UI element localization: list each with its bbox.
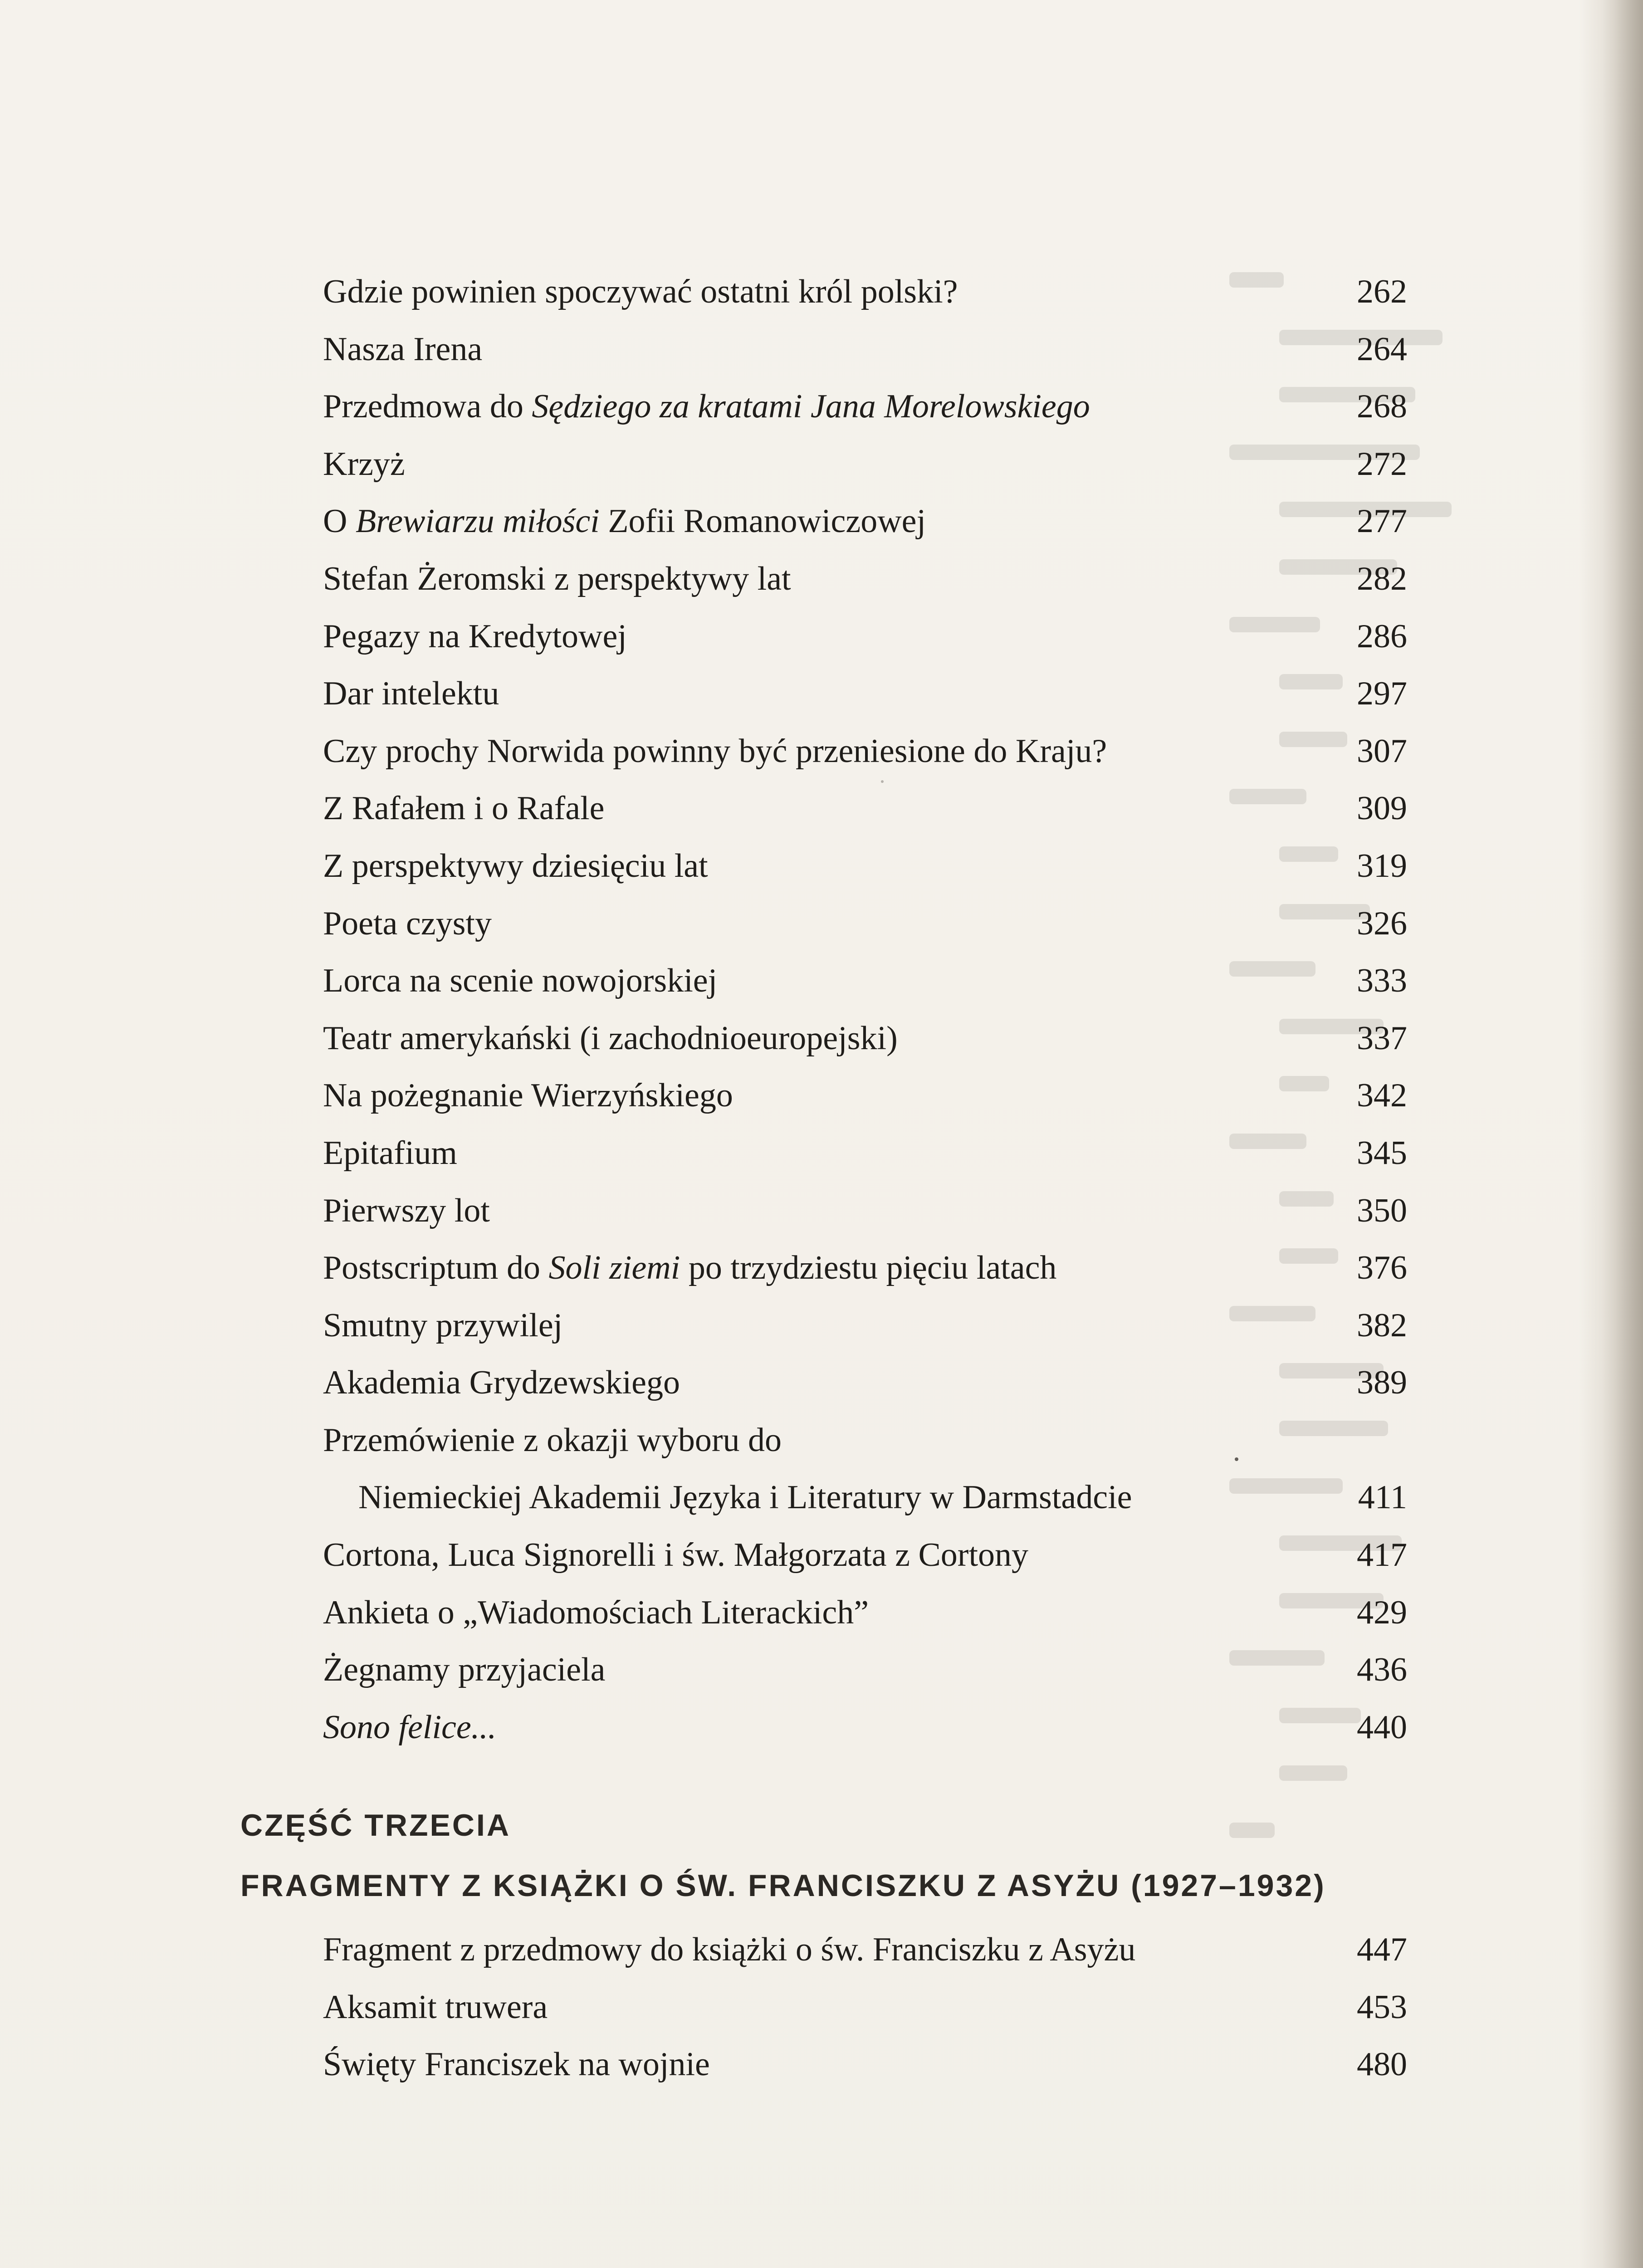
toc-entry-page-number: 389: [1357, 1364, 1407, 1402]
toc-entry-title: [323, 1067, 733, 1124]
toc-entry-title: [323, 1124, 457, 1182]
toc-entry-title: [323, 378, 1090, 435]
ink-speck: [881, 780, 884, 783]
toc-entry-page-number: 440: [1357, 1708, 1407, 1746]
toc-entry: [323, 723, 1407, 780]
toc-entry-title-text: Stefan Żeromski z perspektywy lat: [323, 560, 791, 597]
toc-entry-title-text: Gdzie powinien spoczywać ostatni król polski?: [323, 273, 958, 310]
toc-entry-title-text: Cortona, Luca Signorelli i św. Małgorzata z Cortony: [323, 1536, 1029, 1574]
toc-entry-page-number: 262: [1357, 273, 1407, 310]
toc-entry-title: [323, 1921, 1135, 1979]
toc-entry: [323, 1584, 1407, 1642]
toc-entry-title-text: Pierwszy lot: [323, 1192, 490, 1229]
toc-entry-title: [323, 1641, 606, 1699]
toc-entry: [323, 1412, 1407, 1469]
toc-entry-title-text: Poeta czysty: [323, 904, 492, 942]
toc-entry-page-number: 480: [1357, 2046, 1407, 2083]
toc-entry-title: [323, 895, 492, 953]
toc-entry-title-text: Aksamit truwera: [323, 1988, 548, 2026]
toc-entry-page-number: 319: [1357, 847, 1407, 885]
toc-entry: [323, 895, 1407, 953]
toc-entry-title: [323, 723, 1107, 780]
toc-entry: [323, 1297, 1407, 1354]
toc-entry-page-number: 417: [1357, 1536, 1407, 1574]
toc-entry-page-number: 342: [1357, 1077, 1407, 1114]
toc-list-part-three: [323, 1921, 1407, 2093]
toc-entry-title-text: Fragment z przedmowy do książki o św. Franciszku z Asyżu: [323, 1931, 1136, 1968]
toc-entry: [323, 550, 1407, 608]
toc-entry-title-text: Na pożegnanie Wierzyńskiego: [323, 1077, 733, 1114]
toc-entry-page-number: 436: [1357, 1651, 1407, 1689]
toc-entry: [323, 665, 1407, 723]
toc-entry-title-text: Akademia Grydzewskiego: [323, 1364, 680, 1402]
toc-entry-title: [323, 837, 708, 895]
page-edge-shadow: [1602, 0, 1643, 2268]
toc-entry-title: [323, 1584, 869, 1642]
toc-entry-page-number: 264: [1357, 330, 1407, 368]
toc-entry-page-number: 309: [1357, 790, 1407, 827]
show-through-line: [1279, 1765, 1347, 1781]
toc-entry: [323, 1124, 1407, 1182]
toc-entry-title-text: Teatr amerykański (i zachodnioeuropejski): [323, 1019, 898, 1057]
toc-entry-title-text: Zofii Romanowiczowej: [599, 503, 926, 540]
toc-entry-title-italic: Sono felice...: [323, 1708, 497, 1746]
toc-entry-title: [323, 1182, 490, 1240]
toc-entry-page-number: 376: [1357, 1249, 1407, 1287]
toc-entry-title-italic: Sędziego za kratami Jana Morelowskiego: [532, 388, 1090, 425]
toc-entry-title: [323, 435, 405, 493]
toc-entry-title-text: Przemówienie z okazji wyboru do: [323, 1421, 782, 1459]
toc-entry-title: [323, 1526, 1028, 1584]
toc-entry-page-number: 429: [1357, 1593, 1407, 1631]
toc-entry: [323, 435, 1407, 493]
toc-entry-title: [323, 1354, 680, 1412]
toc-entry: [323, 1182, 1407, 1240]
toc-entry-page-number: 297: [1357, 675, 1407, 713]
toc-entry-title: [323, 1010, 898, 1067]
toc-entry: [323, 1239, 1407, 1297]
toc-entry-page-number: 333: [1357, 962, 1407, 1000]
toc-entry-title-text: Ankieta o „Wiadomościach Literackich”: [323, 1593, 869, 1631]
toc-entry: [323, 1699, 1407, 1756]
toc-entry-title-italic: Soli ziemi: [548, 1249, 680, 1287]
toc-entry-title: [323, 321, 482, 378]
toc-entry-title-text: Dar intelektu: [323, 675, 499, 713]
toc-entry-page-number: 282: [1357, 560, 1407, 597]
toc-entry-page-number: 268: [1357, 388, 1407, 425]
toc-entry-title: [323, 493, 926, 550]
toc-entry: [323, 1067, 1407, 1124]
toc-entry-title-text: Lorca na scenie nowojorskiej: [323, 962, 718, 1000]
toc-entry-page-number: 337: [1357, 1019, 1407, 1057]
toc-entry-title: [323, 263, 958, 321]
toc-entry-title: [323, 1239, 1056, 1297]
toc-entry: [323, 263, 1407, 321]
toc-entry: [323, 321, 1407, 378]
toc-entry-title: [323, 1297, 562, 1354]
toc-entry-page-number: 286: [1357, 617, 1407, 655]
toc-entry-title: [323, 1979, 548, 2036]
toc-entry: [323, 952, 1407, 1010]
toc-entry-title-text: po trzydziestu pięciu latach: [680, 1249, 1057, 1287]
toc-entry-title-text: Smutny przywilej: [323, 1306, 563, 1344]
toc-entry-title: [323, 550, 791, 608]
toc-entry-title-text: Pegazy na Kredytowej: [323, 617, 627, 655]
toc-entry-title: [323, 1699, 496, 1756]
section-title: FRAGMENTY Z KSIĄŻKI O ŚW. FRANCISZKU Z ASYŻU (1927–1932): [240, 1868, 1326, 1903]
toc-entry-title-text: Czy prochy Norwida powinny być przeniesione do Kraju?: [323, 732, 1107, 770]
section-part-label: CZĘŚĆ TRZECIA: [240, 1808, 511, 1843]
toc-entry-title: [323, 665, 499, 723]
toc-entry-title-text: Z Rafałem i o Rafale: [323, 790, 605, 827]
toc-entry-page-number: 382: [1357, 1306, 1407, 1344]
toc-entry: [323, 608, 1407, 665]
toc-entry: [323, 1010, 1407, 1067]
toc-entry-page-number: 307: [1357, 732, 1407, 770]
toc-list-part-two: [323, 263, 1407, 1756]
toc-entry-title: [323, 608, 627, 665]
toc-entry-title-text: Nasza Irena: [323, 330, 483, 368]
toc-entry-title-italic: Brewiarzu miłości: [355, 503, 600, 540]
toc-entry-title-text: Żegnamy przyjaciela: [323, 1651, 606, 1689]
toc-entry: [323, 1979, 1407, 2036]
toc-entry-page-number: 447: [1357, 1931, 1407, 1968]
toc-entry-title: [323, 780, 605, 837]
toc-entry: [323, 2036, 1407, 2093]
toc-entry-title-text: Postscriptum do: [323, 1249, 549, 1287]
toc-entry-title-text: Przedmowa do: [323, 388, 532, 425]
toc-entry: [323, 493, 1407, 550]
toc-entry: [323, 837, 1407, 895]
ink-speck: [1235, 1457, 1238, 1461]
toc-entry-page-number: 272: [1357, 445, 1407, 483]
toc-entry-title-text: O: [323, 503, 356, 540]
toc-entry: [323, 1641, 1407, 1699]
toc-entry: [323, 378, 1407, 435]
toc-entry-title-text: Z perspektywy dziesięciu lat: [323, 847, 708, 885]
toc-entry-title: [323, 1412, 782, 1469]
toc-entry-title-text: Święty Franciszek na wojnie: [323, 2046, 710, 2083]
toc-entry-title-text: Niemieckiej Akademii Języka i Literatury w Darmstadcie: [358, 1479, 1132, 1516]
toc-entry-page-number: 326: [1357, 904, 1407, 942]
toc-entry-page-number: 453: [1357, 1988, 1407, 2026]
toc-entry-title-text: Epitafium: [323, 1134, 457, 1172]
toc-entry-title: [358, 1469, 1132, 1526]
toc-entry: [323, 1469, 1407, 1526]
toc-entry: [323, 1526, 1407, 1584]
toc-entry-title-text: Krzyż: [323, 445, 405, 483]
toc-entry: [323, 780, 1407, 837]
toc-entry-page-number: 350: [1357, 1192, 1407, 1229]
toc-entry-page-number: 345: [1357, 1134, 1407, 1172]
toc-entry: [323, 1921, 1407, 1979]
toc-entry-page-number: 411: [1358, 1479, 1407, 1516]
toc-entry-title: [323, 952, 717, 1010]
toc-entry-page-number: 277: [1357, 503, 1407, 540]
toc-entry: [323, 1354, 1407, 1412]
toc-entry-title: [323, 2036, 710, 2093]
